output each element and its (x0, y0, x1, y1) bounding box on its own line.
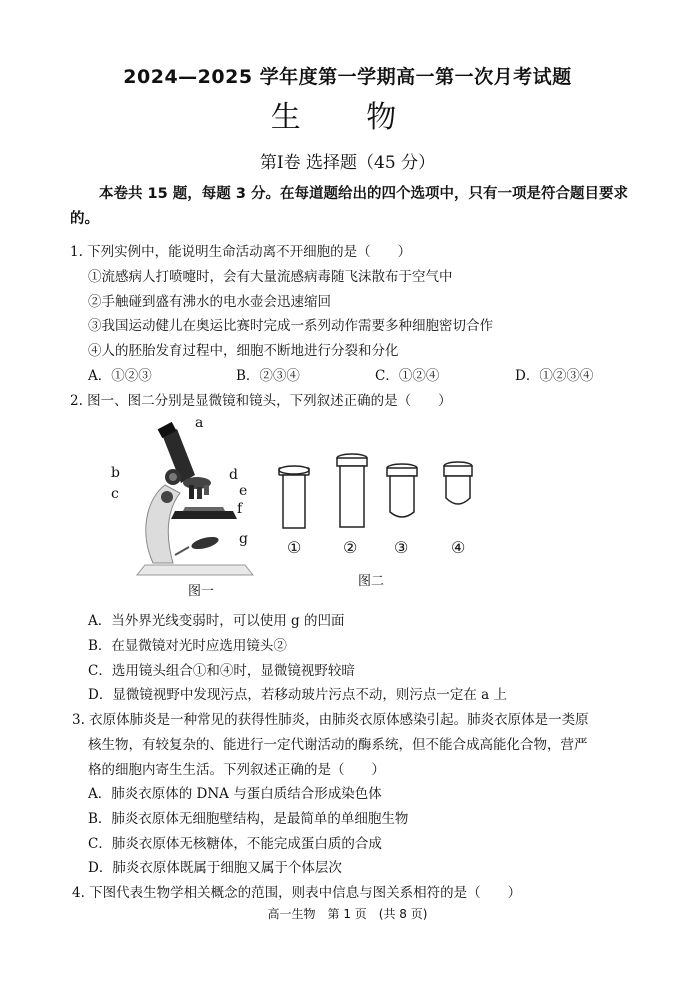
lens-label-4: ④ (451, 538, 466, 557)
q1-item-1: ①流感病人打喷嚏时，会有大量流感病毒随飞沫散布于空气中 (88, 269, 453, 285)
label-a: a (195, 415, 204, 431)
lenses-figure (275, 450, 475, 560)
microscope-illustration (105, 415, 270, 595)
q1-option-d[interactable]: D．①②③④ (515, 368, 594, 384)
q1-item-2: ②手触碰到盛有沸水的电水壶会迅速缩回 (88, 294, 331, 310)
q3-option-a[interactable]: A．肺炎衣原体的 DNA 与蛋白质结合形成染色体 (88, 786, 382, 802)
q2-option-a[interactable]: A．当外界光线变弱时，可以使用 g 的凹面 (88, 613, 345, 629)
q1-item-3: ③我国运动健儿在奥运比赛时完成一系列动作需要多种细胞密切合作 (88, 318, 493, 334)
instructions: 本卷共 15 题，每题 3 分。在每道题给出的四个选项中，只有一项是符合题目要求的。 (70, 186, 628, 227)
q3-option-d[interactable]: D．肺炎衣原体既属于细胞又属于个体层次 (88, 860, 342, 876)
exam-title: 2024—2025 学年度第一学期高一第一次月考试题 (123, 66, 572, 88)
label-d: d (229, 467, 238, 483)
q2-option-d[interactable]: D．显微镜视野中发现污点，若移动玻片污点不动，则污点一定在 a 上 (88, 687, 507, 703)
label-c: c (111, 486, 119, 502)
q3-option-c[interactable]: C．肺炎衣原体无核糖体，不能完成蛋白质的合成 (88, 836, 382, 852)
subject-title: 生 物 (270, 100, 425, 135)
q3-option-b[interactable]: B．肺炎衣原体无细胞壁结构，是最简单的单细胞生物 (88, 811, 409, 827)
q2-option-c[interactable]: C．选用镜头组合①和④时，显微镜视野较暗 (88, 663, 355, 679)
q1-item-4: ④人的胚胎发育过程中，细胞不断地进行分裂和分化 (88, 343, 399, 359)
label-f: f (237, 501, 243, 517)
page-footer: 高一生物 第 1 页 (共 8 页) (267, 907, 428, 921)
q1-option-a[interactable]: A．①②③ (88, 368, 152, 384)
lens-label-1: ① (287, 538, 302, 557)
fig2-label: 图二 (358, 574, 385, 589)
lenses-illustration (275, 450, 475, 540)
q2-option-b[interactable]: B．在显微镜对光时应选用镜头② (88, 638, 287, 654)
label-g: g (239, 531, 248, 547)
section-heading: 第Ⅰ卷 选择题（45 分） (259, 153, 436, 173)
q3-stem-line-1: 3. 衣原体肺炎是一种常见的获得性肺炎，由肺炎衣原体感染引起。肺炎衣原体是一类原 (72, 712, 589, 728)
microscope-figure (105, 415, 270, 595)
q1-stem: 1. 下列实例中，能说明生命活动离不开细胞的是（ ） (70, 244, 412, 260)
q4-stem: 4. 下图代表生物学相关概念的范围，则表中信息与图关系相符的是（ ） (72, 885, 522, 901)
fig1-label: 图一 (188, 584, 215, 599)
label-e: e (239, 483, 248, 499)
q1-option-c[interactable]: C．①②④ (375, 368, 440, 384)
q1-option-b[interactable]: B．②③④ (236, 368, 300, 384)
q3-stem-line-3: 格的细胞内寄生生活。下列叙述正确的是（ ） (88, 762, 385, 778)
q2-stem: 2. 图一、图二分别是显微镜和镜头，下列叙述正确的是（ ） (70, 393, 452, 409)
q3-stem-line-2: 核生物，有较复杂的、能进行一定代谢活动的酶系统，但不能合成高能化合物，营严 (88, 737, 588, 753)
q1-options (0, 364, 695, 384)
label-b: b (111, 465, 120, 481)
lens-label-2: ② (343, 538, 358, 557)
lens-label-3: ③ (394, 538, 409, 557)
